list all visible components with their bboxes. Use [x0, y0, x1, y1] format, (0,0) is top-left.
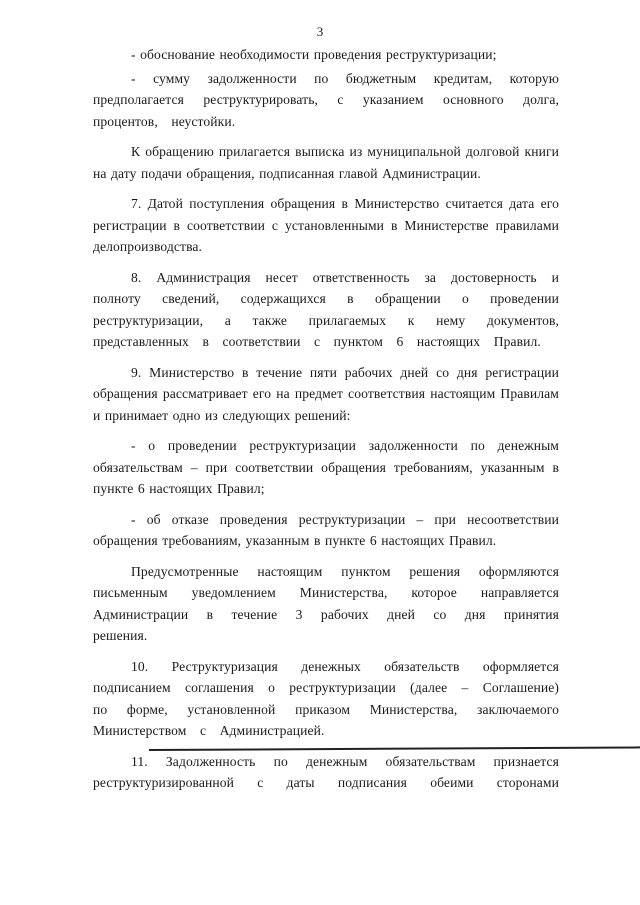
paragraph-debt-amount: - сумму задолженности по бюджетным кредитам, которую предполагается реструктурировать, с указанием основного долга, процентов, неустойки.: [93, 70, 559, 129]
paragraph-attachment: К обращению прилагается выписка из муниципальной долговой книги на дату подачи обращения, подписанная главой Администрации.: [93, 144, 559, 181]
paragraph-item-9: 9. Министерство в течение пяти рабочих дней со дня регистрации обращения рассматривает его на предмет соответствия настоящим Правилам и принимает одно из следующих решений:: [93, 364, 559, 423]
paragraph-justification: - обоснование необходимости проведения реструктуризации;: [131, 47, 497, 62]
paragraph-notification: Предусмотренные настоящим пунктом решения оформляются письменным уведомлением Министерства, которое направляется Администрации в течение 3 рабочих дней со дня принятия решения.: [93, 563, 559, 643]
paragraph-item-10: 10. Реструктуризация денежных обязательств оформляется подписанием соглашения о реструктуризации (далее – Соглашение) по форме, установленной приказом Министерства, заключаемого Министерством с Администрацией.: [93, 658, 559, 738]
paragraph-item-11: 11. Задолженность по денежным обязательствам признается реструктуризированной с даты подписания обеими сторонами: [93, 753, 559, 790]
paragraph-item-7: 7. Датой поступления обращения в Министерство считается дата его регистрации в соответствии с установленными в Министерстве правилами делопроизводства.: [93, 196, 559, 254]
page-number: 3: [316, 24, 324, 39]
paragraph-decision-approve: - о проведении реструктуризации задолженности по денежным обязательствам – при соответствии обращения требованиям, указанным в пункте 6 настоящих Правил;: [93, 438, 559, 496]
document-body: [93, 44, 559, 803]
paragraph-item-8: 8. Администрация несет ответственность за достоверность и полноту сведений, содержащихся в обращении о проведении реструктуризации, а также прилагаемых к нему документов, представленных в соответствии с пунктом 6 настоящих Правил.: [93, 269, 559, 349]
paragraph-decision-refuse: - об отказе проведения реструктуризации – при несоответствии обращения требованиям, указанным в пункте 6 настоящих Правил.: [93, 511, 559, 548]
